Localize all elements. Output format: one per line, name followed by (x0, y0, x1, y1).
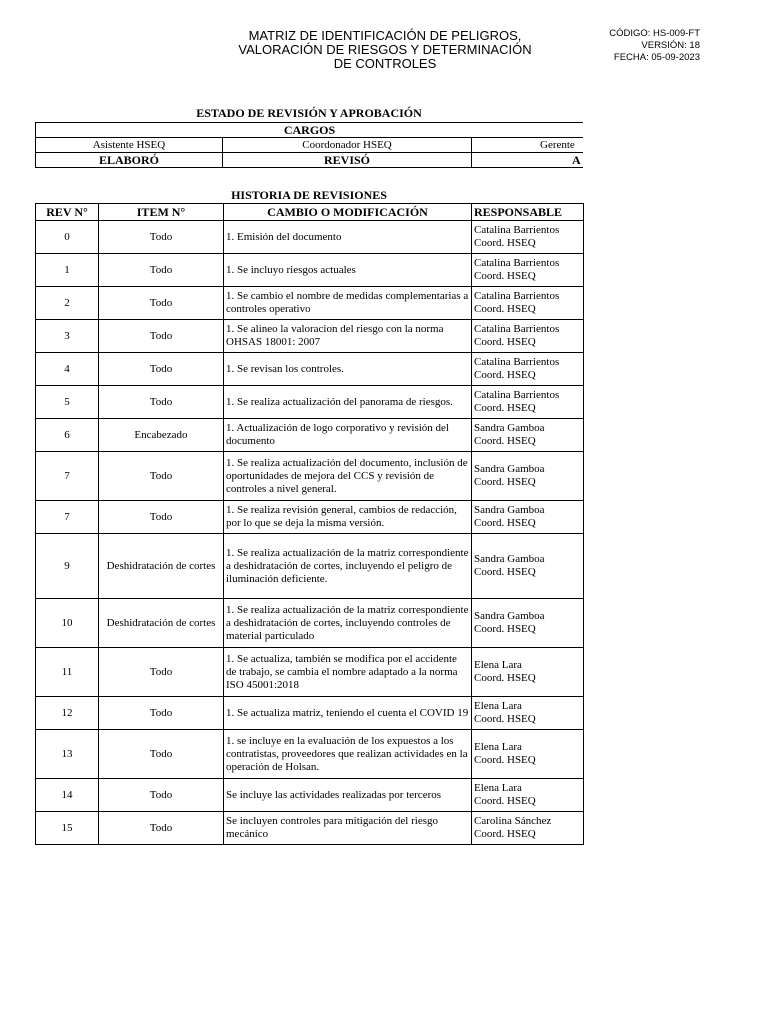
responsible-role: Coord. HSEQ (474, 828, 536, 840)
column-header: CAMBIO O MODIFICACIÓN (224, 204, 472, 221)
rev-cell: 12 (36, 697, 99, 730)
responsible-name: Catalina Barrientos (474, 356, 560, 368)
responsible-name: Sandra Gamboa (474, 553, 545, 565)
table-row (36, 254, 584, 287)
responsible-name: Elena Lara (474, 700, 522, 712)
responsible-name: Sandra Gamboa (474, 504, 545, 516)
change-cell: 1. Se incluyo riesgos actuales (224, 254, 472, 287)
table-row (36, 221, 584, 254)
change-cell: 1. Se realiza actualización del panorama de riesgos. (224, 386, 472, 419)
responsible-cell (472, 599, 584, 648)
responsible-cell (472, 287, 584, 320)
column-header: REV N° (36, 204, 99, 221)
responsible-cell (472, 779, 584, 812)
responsible-cell (472, 730, 584, 779)
rev-cell: 13 (36, 730, 99, 779)
responsible-name: Elena Lara (474, 782, 522, 794)
responsible-name: Catalina Barrientos (474, 323, 560, 335)
title-line: VALORACIÓN DE RIESGOS Y DETERMINACIÓN (238, 42, 532, 57)
role-cell: REVISÓ (223, 153, 472, 168)
change-cell: 1. Se realiza revisión general, cambios de redacción, por lo que se deja la misma versión. (224, 501, 472, 534)
item-cell: Todo (99, 779, 224, 812)
rev-cell: 7 (36, 452, 99, 501)
rev-cell: 2 (36, 287, 99, 320)
rev-cell: 9 (36, 534, 99, 599)
cargo-cell: Gerente (472, 138, 584, 153)
item-cell: Encabezado (99, 419, 224, 452)
table-row (36, 353, 584, 386)
table-row (36, 779, 584, 812)
document-code: CÓDIGO: HS-009-FT (609, 28, 700, 39)
responsible-name: Sandra Gamboa (474, 610, 545, 622)
table-row (36, 501, 584, 534)
history-title: HISTORIA DE REVISIONES (231, 188, 387, 202)
responsible-role: Coord. HSEQ (474, 303, 536, 315)
responsible-name: Catalina Barrientos (474, 257, 560, 269)
item-cell: Todo (99, 320, 224, 353)
responsible-role: Coord. HSEQ (474, 795, 536, 807)
responsible-role: Coord. HSEQ (474, 237, 536, 249)
item-cell: Todo (99, 697, 224, 730)
item-cell: Todo (99, 452, 224, 501)
role-cell: ELABORÓ (36, 153, 223, 168)
responsible-name: Carolina Sánchez (474, 815, 552, 827)
responsible-cell (472, 320, 584, 353)
item-cell: Todo (99, 648, 224, 697)
rev-cell: 3 (36, 320, 99, 353)
title-line: MATRIZ DE IDENTIFICACIÓN DE PELIGROS, (248, 28, 522, 43)
responsible-name: Catalina Barrientos (474, 290, 560, 302)
rev-cell: 15 (36, 812, 99, 845)
responsible-role: Coord. HSEQ (474, 270, 536, 282)
item-cell: Todo (99, 812, 224, 845)
change-cell: 1. Actualización de logo corporativo y revisión del documento (224, 419, 472, 452)
item-cell: Todo (99, 287, 224, 320)
responsible-cell (472, 812, 584, 845)
responsible-name: Sandra Gamboa (474, 422, 545, 434)
responsible-name: Elena Lara (474, 659, 522, 671)
change-cell: 1. se incluye en la evaluación de los expuestos a los contratistas, proveedores que realizan actividades en la operación de Holsan. (224, 730, 472, 779)
responsible-cell (472, 452, 584, 501)
responsible-role: Coord. HSEQ (474, 435, 536, 447)
change-cell: 1. Se actualiza, también se modifica por el accidente de trabajo, se cambia el nombre adaptado a la norma ISO 45001:2018 (224, 648, 472, 697)
change-cell: 1. Se realiza actualización de la matriz correspondiente a deshidratación de cortes, incluyendo el peligro de iluminación deficiente. (224, 534, 472, 599)
responsible-role: Coord. HSEQ (474, 336, 536, 348)
responsible-cell (472, 419, 584, 452)
responsible-role: Coord. HSEQ (474, 623, 536, 635)
item-cell: Todo (99, 221, 224, 254)
rev-cell: 0 (36, 221, 99, 254)
title-line: DE CONTROLES (333, 56, 437, 71)
responsible-cell (472, 386, 584, 419)
rev-cell: 10 (36, 599, 99, 648)
rev-cell: 14 (36, 779, 99, 812)
responsible-cell (472, 254, 584, 287)
item-cell: Deshidratación de cortes (99, 534, 224, 599)
rev-cell: 6 (36, 419, 99, 452)
item-cell: Todo (99, 730, 224, 779)
cargo-cell: Coordonador HSEQ (223, 138, 472, 153)
table-row (36, 534, 584, 599)
rev-cell: 4 (36, 353, 99, 386)
cargo-cell: Asistente HSEQ (36, 138, 223, 153)
responsible-role: Coord. HSEQ (474, 369, 536, 381)
table-row (36, 287, 584, 320)
responsible-cell (472, 697, 584, 730)
table-row (36, 812, 584, 845)
change-cell: 1. Emisión del documento (224, 221, 472, 254)
document-date: FECHA: 05-09-2023 (613, 52, 700, 63)
item-cell: Todo (99, 254, 224, 287)
document-title (230, 29, 540, 71)
table-row (36, 730, 584, 779)
change-cell: Se incluye las actividades realizadas por terceros (224, 779, 472, 812)
approval-table (35, 122, 584, 168)
responsible-cell (472, 534, 584, 599)
responsible-name: Catalina Barrientos (474, 224, 560, 236)
rev-cell: 11 (36, 648, 99, 697)
responsible-cell (472, 501, 584, 534)
revision-history-table (35, 203, 584, 845)
page-clip (583, 118, 768, 178)
approval-title: ESTADO DE REVISIÓN Y APROBACIÓN (196, 106, 422, 120)
table-row (36, 599, 584, 648)
responsible-role: Coord. HSEQ (474, 476, 536, 488)
responsible-cell (472, 648, 584, 697)
responsible-cell (472, 353, 584, 386)
cargos-header: CARGOS (36, 123, 584, 138)
responsible-cell (472, 221, 584, 254)
change-cell: 1. Se realiza actualización de la matriz correspondiente a deshidratación de cortes, incluyendo controles de material particulado (224, 599, 472, 648)
responsible-role: Coord. HSEQ (474, 566, 536, 578)
table-row (36, 419, 584, 452)
item-cell: Todo (99, 353, 224, 386)
change-cell: 1. Se realiza actualización del documento, inclusión de oportunidades de mejora del CCS y revisión de controles a nivel general. (224, 452, 472, 501)
responsible-name: Elena Lara (474, 741, 522, 753)
change-cell: Se incluyen controles para mitigación del riesgo mecánico (224, 812, 472, 845)
responsible-role: Coord. HSEQ (474, 713, 536, 725)
table-row (36, 648, 584, 697)
responsible-name: Catalina Barrientos (474, 389, 560, 401)
item-cell: Todo (99, 386, 224, 419)
table-row (36, 386, 584, 419)
item-cell: Todo (99, 501, 224, 534)
table-row (36, 697, 584, 730)
change-cell: 1. Se revisan los controles. (224, 353, 472, 386)
rev-cell: 7 (36, 501, 99, 534)
responsible-role: Coord. HSEQ (474, 672, 536, 684)
document-version: VERSIÓN: 18 (641, 40, 700, 51)
column-header: RESPONSABLE (472, 204, 584, 221)
responsible-name: Sandra Gamboa (474, 463, 545, 475)
responsible-role: Coord. HSEQ (474, 402, 536, 414)
responsible-role: Coord. HSEQ (474, 517, 536, 529)
document-meta (609, 28, 700, 64)
responsible-role: Coord. HSEQ (474, 754, 536, 766)
table-header-row (36, 204, 584, 221)
role-cell: A (472, 153, 584, 168)
change-cell: 1. Se cambio el nombre de medidas complementarias a controles operativo (224, 287, 472, 320)
table-row (36, 320, 584, 353)
item-cell: Deshidratación de cortes (99, 599, 224, 648)
change-cell: 1. Se alineo la valoracion del riesgo con la norma OHSAS 18001: 2007 (224, 320, 472, 353)
rev-cell: 1 (36, 254, 99, 287)
table-row (36, 452, 584, 501)
column-header: ITEM N° (99, 204, 224, 221)
change-cell: 1. Se actualiza matriz, teniendo el cuenta el COVID 19 (224, 697, 472, 730)
rev-cell: 5 (36, 386, 99, 419)
